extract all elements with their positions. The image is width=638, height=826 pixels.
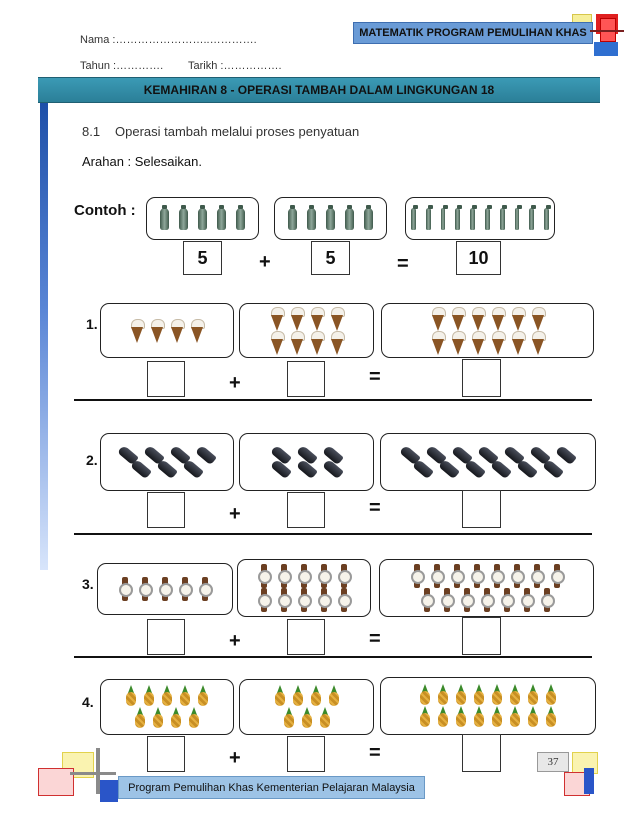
pineapple-icon [328,685,340,707]
watch-icon [440,588,454,612]
pineapple-icon [455,684,467,706]
q4-total-box [380,677,596,735]
vase-icon [470,208,475,230]
pineapple-icon [437,706,449,728]
pineapple-icon [419,706,431,728]
ice-cream-icon [270,307,284,331]
ice-cream-icon [451,331,465,355]
ice-cream-icon [290,331,304,355]
watch-icon [257,564,271,588]
watch-icon [178,577,192,601]
vase-icon [529,208,534,230]
example-right-answer: 5 [311,241,350,275]
ice-cream-icon [511,307,525,331]
equals-sign: = [369,742,381,764]
pineapple-icon [455,706,467,728]
ice-cream-icon [190,319,204,343]
vase-icon [236,208,245,230]
pineapple-icon [509,684,521,706]
q1-total-box [381,303,594,358]
pineapple-icon [545,684,557,706]
watch-icon [257,588,271,612]
pineapple-icon [125,685,137,707]
pineapple-icon [491,684,503,706]
q4-left-box [100,679,234,735]
page-number: 37 [537,752,569,772]
watch-icon [198,577,212,601]
vase-icon [411,208,416,230]
q3-right-answer-input[interactable] [287,619,325,655]
q4-total-answer-input[interactable] [462,734,501,772]
watch-icon [138,577,152,601]
pineapple-icon [491,706,503,728]
vase-icon [426,208,431,230]
watch-icon [520,588,534,612]
pineapple-icon [179,685,191,707]
watch-icon [490,564,504,588]
separator-line [74,399,592,401]
watch-icon [277,588,291,612]
pineapple-icon [473,684,485,706]
pineapple-icon [473,706,485,728]
watch-icon [530,564,544,588]
section-title-banner: KEMAHIRAN 8 - OPERASI TAMBAH DALAM LINGKUNGAN 18 [38,77,600,103]
vase-icon [364,208,373,230]
equals-sign: = [369,366,381,388]
program-banner: MATEMATIK PROGRAM PEMULIHAN KHAS [353,22,593,44]
corner-decoration [590,30,624,32]
ice-cream-icon [511,331,525,355]
ice-cream-icon [471,307,485,331]
ice-cream-icon [451,307,465,331]
separator-line [74,656,592,658]
ice-cream-icon [531,331,545,355]
shoe-icon [156,459,178,480]
pineapple-icon [527,706,539,728]
question-number: 1. [86,316,98,332]
vase-icon [515,208,520,230]
watch-icon [540,588,554,612]
vase-icon [345,208,354,230]
equals-sign: = [397,253,409,275]
watch-icon [420,588,434,612]
pineapple-icon [274,685,286,707]
watch-icon [550,564,564,588]
shoe-icon [516,459,538,480]
vase-icon [198,208,207,230]
vase-icon [500,208,505,230]
q1-right-answer-input[interactable] [287,361,325,397]
tahun-line: Tahun :…………. [80,60,164,72]
watch-icon [430,564,444,588]
watch-icon [460,588,474,612]
q4-left-answer-input[interactable] [147,736,185,772]
vase-icon [160,208,169,230]
q2-right-box [239,433,374,491]
plus-sign: + [229,503,241,525]
q3-total-box [379,559,594,617]
ice-cream-icon [491,307,505,331]
ice-cream-icon [431,307,445,331]
vase-icon [217,208,226,230]
footer-decoration [70,772,116,775]
ice-cream-icon [270,331,284,355]
q1-right-box [239,303,374,358]
q4-right-box [239,679,374,735]
q2-total-box [380,433,596,491]
ice-cream-icon [531,307,545,331]
ice-cream-icon [491,331,505,355]
watch-icon [470,564,484,588]
equals-sign: = [369,497,381,519]
question-number: 2. [86,452,98,468]
q2-left-answer-input[interactable] [147,492,185,528]
q4-right-answer-input[interactable] [287,736,325,772]
shoe-icon [542,459,564,480]
footer-program-bar: Program Pemulihan Khas Kementerian Pelajaran Malaysia [118,776,425,799]
q3-right-box [237,559,371,617]
vase-icon [326,208,335,230]
tarikh-line: Tarikh :……………. [188,60,282,72]
watch-icon [118,577,132,601]
ice-cream-icon [471,331,485,355]
ice-cream-icon [150,319,164,343]
subheading-number: 8.1 [82,124,101,139]
watch-icon [480,588,494,612]
vase-icon [455,208,460,230]
watch-icon [277,564,291,588]
vase-icon [441,208,446,230]
watch-icon [500,588,514,612]
pineapple-icon [527,684,539,706]
ice-cream-icon [431,331,445,355]
watch-icon [297,588,311,612]
pineapple-icon [283,707,295,729]
pineapple-icon [545,706,557,728]
question-number: 3. [82,576,94,592]
vase-icon [485,208,490,230]
ice-cream-icon [330,331,344,355]
example-total-box [405,197,555,240]
left-gradient-stripe [40,100,48,570]
ice-cream-icon [130,319,144,343]
pineapple-icon [197,685,209,707]
vase-icon [288,208,297,230]
watch-icon [410,564,424,588]
watch-icon [510,564,524,588]
plus-sign: + [229,372,241,394]
shoe-icon [490,459,512,480]
pineapple-icon [310,685,322,707]
pineapple-icon [319,707,331,729]
footer-decoration [38,768,74,796]
watch-icon [450,564,464,588]
ice-cream-icon [170,319,184,343]
watch-icon [297,564,311,588]
watch-icon [337,564,351,588]
subheading: Operasi tambah melalui proses penyatuan [115,124,360,139]
q1-total-answer-input[interactable] [462,359,501,397]
ice-cream-icon [310,331,324,355]
pineapple-icon [161,685,173,707]
q3-total-answer-input[interactable] [462,617,501,655]
footer-decoration [100,780,118,802]
footer-decoration [584,768,594,794]
vase-icon [307,208,316,230]
shoe-icon [182,459,204,480]
corner-decoration [594,42,618,56]
ice-cream-icon [290,307,304,331]
watch-icon [158,577,172,601]
shoe-icon [130,459,152,480]
equals-sign: = [369,628,381,650]
instruction: Arahan : Selesaikan. [82,154,202,169]
pineapple-icon [292,685,304,707]
example-total-answer: 10 [456,241,501,275]
example-left-box [146,197,259,240]
plus-sign: + [229,630,241,652]
watch-icon [317,588,331,612]
pineapple-icon [170,707,182,729]
question-number: 4. [82,694,94,710]
watch-icon [337,588,351,612]
q1-left-box [100,303,234,358]
shoe-icon [438,459,460,480]
watch-icon [317,564,331,588]
q2-right-answer-input[interactable] [287,492,325,528]
plus-sign: + [259,251,271,273]
pineapple-icon [152,707,164,729]
q3-left-answer-input[interactable] [147,619,185,655]
shoe-icon [412,459,434,480]
pineapple-icon [188,707,200,729]
example-label: Contoh : [74,202,136,219]
pineapple-icon [509,706,521,728]
pineapple-icon [437,684,449,706]
vase-icon [544,208,549,230]
pineapple-icon [134,707,146,729]
q2-total-answer-input[interactable] [462,490,501,528]
shoe-icon [464,459,486,480]
ice-cream-icon [310,307,324,331]
pineapple-icon [419,684,431,706]
example-right-box [274,197,387,240]
nama-line: Nama :……………………..…………. [80,34,257,46]
q1-left-answer-input[interactable] [147,361,185,397]
pineapple-icon [143,685,155,707]
plus-sign: + [229,747,241,769]
pineapple-icon [301,707,313,729]
example-left-answer: 5 [183,241,222,275]
vase-icon [179,208,188,230]
ice-cream-icon [330,307,344,331]
q3-left-box [97,563,233,615]
q2-left-box [100,433,234,491]
separator-line [74,533,592,535]
